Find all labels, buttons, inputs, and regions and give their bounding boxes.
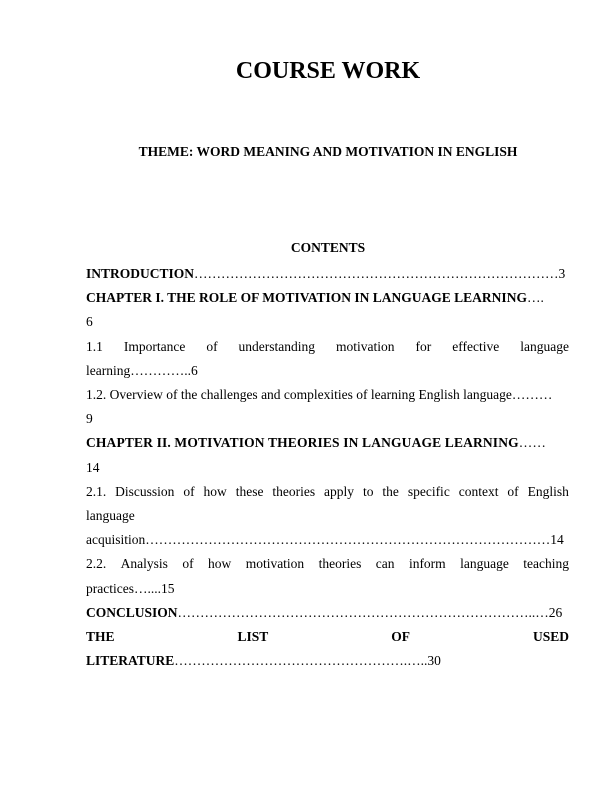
toc-word: the <box>382 483 399 499</box>
document-title: COURSE WORK <box>235 58 421 84</box>
toc-word: Discussion <box>115 483 175 499</box>
toc-word: motivation <box>336 338 395 354</box>
toc-word: Analysis <box>120 556 168 572</box>
toc-leader: …………………………………………….….. <box>174 653 428 669</box>
toc-word: THE <box>86 629 115 645</box>
toc-word: theories <box>318 556 362 572</box>
toc-entry-2-1 <box>86 480 569 553</box>
toc-word: English <box>527 483 569 499</box>
toc-word: for <box>415 338 432 354</box>
table-of-contents <box>86 262 569 673</box>
toc-page-number: 6 <box>86 314 93 330</box>
toc-entry-label: LITERATURE <box>86 653 175 669</box>
toc-word: 2.1. <box>86 483 107 499</box>
toc-word: OF <box>391 629 410 645</box>
toc-word: theories <box>272 483 316 499</box>
toc-entry-line <box>86 335 569 359</box>
toc-word: apply <box>324 483 355 499</box>
toc-page-number: 30 <box>427 653 441 669</box>
toc-word: language <box>460 556 509 572</box>
toc-word: LIST <box>237 629 269 645</box>
toc-entry-1-1 <box>86 335 569 383</box>
toc-word: Importance <box>123 338 186 354</box>
toc-entry-label: CHAPTER I. THE ROLE OF MOTIVATION IN LANGUAGE LEARNING <box>86 290 527 306</box>
toc-word: to <box>362 483 374 499</box>
toc-word: effective <box>452 338 500 354</box>
toc-word: motivation <box>245 556 305 572</box>
toc-word: 2.2. <box>86 556 107 572</box>
toc-entry-conclusion <box>86 601 569 625</box>
document-theme: THEME: WORD MEANING AND MOTIVATION IN ENGLISH <box>138 144 518 159</box>
toc-word: how <box>203 483 227 499</box>
toc-leader: ……………………………………………………………………..… <box>177 604 549 620</box>
toc-word: inform <box>408 556 446 572</box>
toc-word: language <box>520 338 569 354</box>
toc-entry-line: acquisition………………………………………………………………………………14 <box>86 532 564 548</box>
toc-word: of <box>182 556 194 572</box>
toc-entry-line: learning…………..6 <box>86 362 198 378</box>
toc-word: understanding <box>238 338 316 354</box>
toc-word: these <box>235 483 264 499</box>
toc-word: of <box>206 338 218 354</box>
toc-page-number: 26 <box>548 604 563 620</box>
toc-entry-line <box>86 552 569 576</box>
toc-entry-introduction <box>86 262 569 286</box>
toc-page-number: 9 <box>86 411 93 427</box>
toc-word: specific <box>407 483 450 499</box>
toc-word: 1.1 <box>86 338 103 354</box>
toc-entry-2-2 <box>86 552 569 600</box>
toc-entry-label: CONCLUSION <box>86 604 178 620</box>
toc-entry-label: CHAPTER II. MOTIVATION THEORIES IN LANGUAGE LEARNING <box>86 435 519 451</box>
toc-word: context <box>458 483 499 499</box>
toc-entry-1-2 <box>86 383 569 431</box>
toc-leader: …. <box>526 290 544 306</box>
toc-word: can <box>375 556 395 572</box>
toc-entry-line: language <box>86 508 135 524</box>
toc-entry-line: 1.2. Overview of the challenges and complexities of learning English language……… <box>86 387 553 403</box>
toc-word: USED <box>532 629 569 645</box>
toc-entry-line: practices…....15 <box>86 580 175 596</box>
toc-word: how <box>208 556 232 572</box>
toc-entry-literature <box>86 625 569 673</box>
toc-entry-chapter-2 <box>86 431 569 479</box>
toc-word: teaching <box>523 556 569 572</box>
toc-word: of <box>507 483 519 499</box>
toc-leader: ……………………………………………………………………… <box>194 266 559 281</box>
toc-entry-line <box>86 480 569 504</box>
contents-heading: CONTENTS <box>290 240 366 255</box>
toc-entry-label: INTRODUCTION <box>86 266 195 281</box>
toc-leader: …… <box>518 435 547 451</box>
toc-entry-chapter-1 <box>86 286 569 334</box>
toc-page-number: 3 <box>558 266 566 281</box>
toc-word: of <box>183 483 195 499</box>
toc-page-number: 14 <box>86 459 100 475</box>
toc-entry-line <box>86 625 569 649</box>
